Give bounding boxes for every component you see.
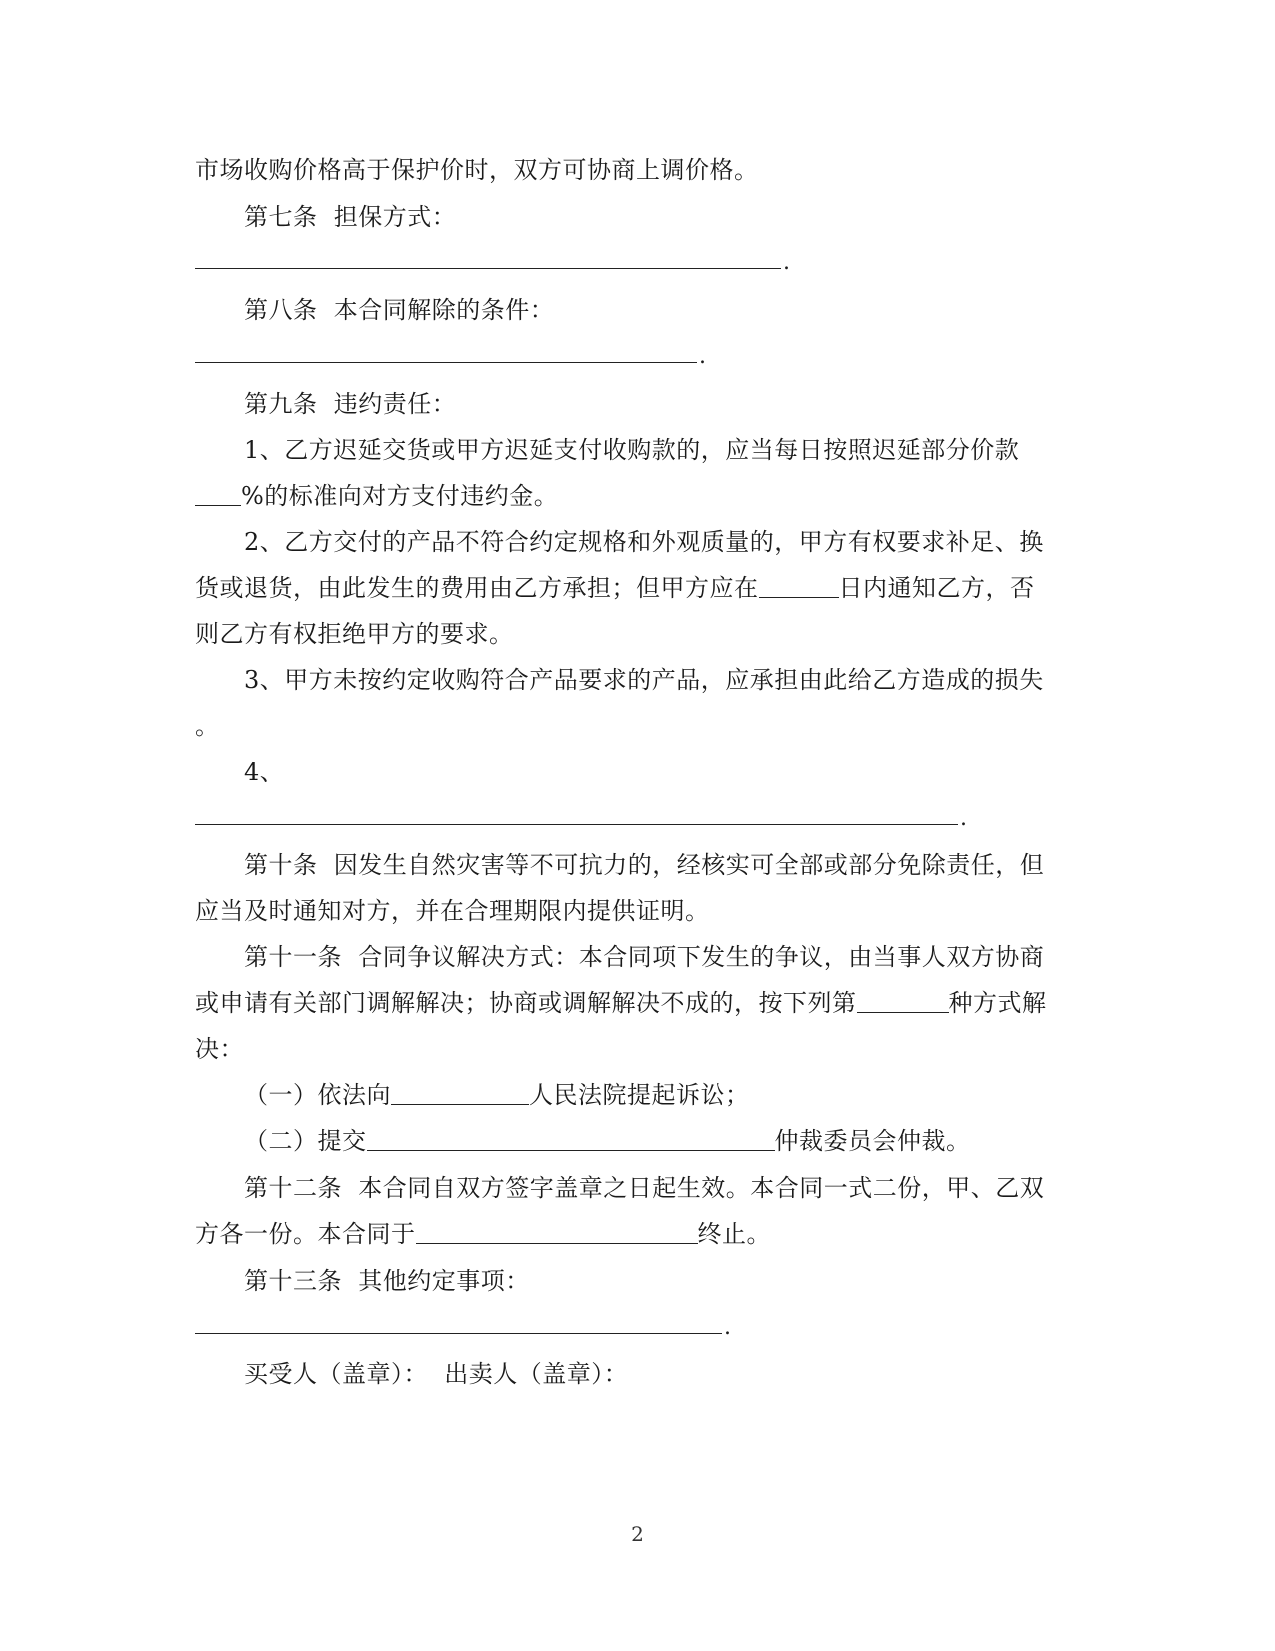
page-number: 2	[631, 1522, 644, 1546]
article-12-cont	[195, 1219, 771, 1249]
clause-9-4: 4、	[244, 758, 285, 786]
fill-in-line-end: .	[960, 806, 967, 831]
clause-text: 方各一份。本合同于	[195, 1220, 416, 1248]
clause-9-2-end: 则乙方有权拒绝甲方的要求。	[195, 620, 514, 648]
article-10-cont: 应当及时通知对方，并在合理期限内提供证明。	[195, 897, 710, 925]
article-10: 第十条 因发生自然灾害等不可抗力的，经核实可全部或部分免除责任，但	[244, 851, 1045, 879]
article-11-end: 决：	[195, 1035, 244, 1063]
clause-text: 种方式解	[948, 989, 1047, 1017]
clause-9-2: 2、乙方交付的产品不符合约定规格和外观质量的，甲方有权要求补足、换	[244, 528, 1044, 556]
fill-in-line-end: .	[699, 344, 706, 369]
article-12: 第十二条 本合同自双方签字盖章之日起生效。本合同一式二份，甲、乙双	[244, 1174, 1045, 1202]
clause-text: 仲裁委员会仲裁。	[774, 1127, 971, 1155]
article-13-heading: 第十三条 其他约定事项：	[244, 1267, 530, 1295]
option-arbitration	[244, 1126, 971, 1156]
clause-text: （一）依法向	[244, 1081, 391, 1109]
clause-9-3-end: 。	[195, 712, 220, 740]
clause-text: （二）提交	[244, 1127, 367, 1155]
fill-in-line	[195, 268, 781, 269]
blank-field	[391, 1080, 529, 1105]
clause-text: 或申请有关部门调解解决；协商或调解解决不成的，按下列第	[195, 989, 857, 1017]
blank-field	[367, 1126, 775, 1151]
blank-field	[416, 1219, 698, 1244]
clause-9-1-cont	[195, 481, 558, 511]
clause-9-2-cont	[195, 573, 1035, 603]
fill-in-line	[195, 824, 958, 825]
signature-line: 买受人（盖章）： 出卖人（盖章）：	[244, 1360, 629, 1388]
fill-in-line	[195, 1333, 722, 1334]
article-9-heading: 第九条 违约责任：	[244, 390, 457, 418]
clause-text: 终止。	[697, 1220, 771, 1248]
article-8-heading: 第八条 本合同解除的条件：	[244, 296, 555, 324]
clause-text: %的标准向对方支付违约金。	[241, 482, 559, 510]
blank-field	[759, 573, 839, 598]
fill-in-line	[195, 362, 697, 363]
article-11-cont	[195, 988, 1047, 1018]
article-7-heading: 第七条 担保方式：	[244, 203, 457, 231]
blank-field	[857, 988, 949, 1013]
clause-9-1: 1、乙方迟延交货或甲方迟延支付收购款的，应当每日按照迟延部分价款	[244, 436, 1020, 464]
clause-9-3: 3、甲方未按约定收购符合产品要求的产品，应承担由此给乙方造成的损失	[244, 666, 1044, 694]
fill-in-line-end: .	[783, 250, 790, 275]
option-litigation	[244, 1080, 750, 1110]
clause-text: 货或退货，由此发生的费用由乙方承担；但甲方应在	[195, 574, 759, 602]
article-11: 第十一条 合同争议解决方式：本合同项下发生的争议，由当事人双方协商	[244, 943, 1045, 971]
blank-field	[195, 481, 241, 506]
paragraph-price-adjust: 市场收购价格高于保护价时，双方可协商上调价格。	[195, 156, 759, 184]
fill-in-line-end: .	[724, 1315, 731, 1340]
clause-text: 人民法院提起诉讼；	[529, 1081, 750, 1109]
clause-text: 日内通知乙方，否	[838, 574, 1035, 602]
